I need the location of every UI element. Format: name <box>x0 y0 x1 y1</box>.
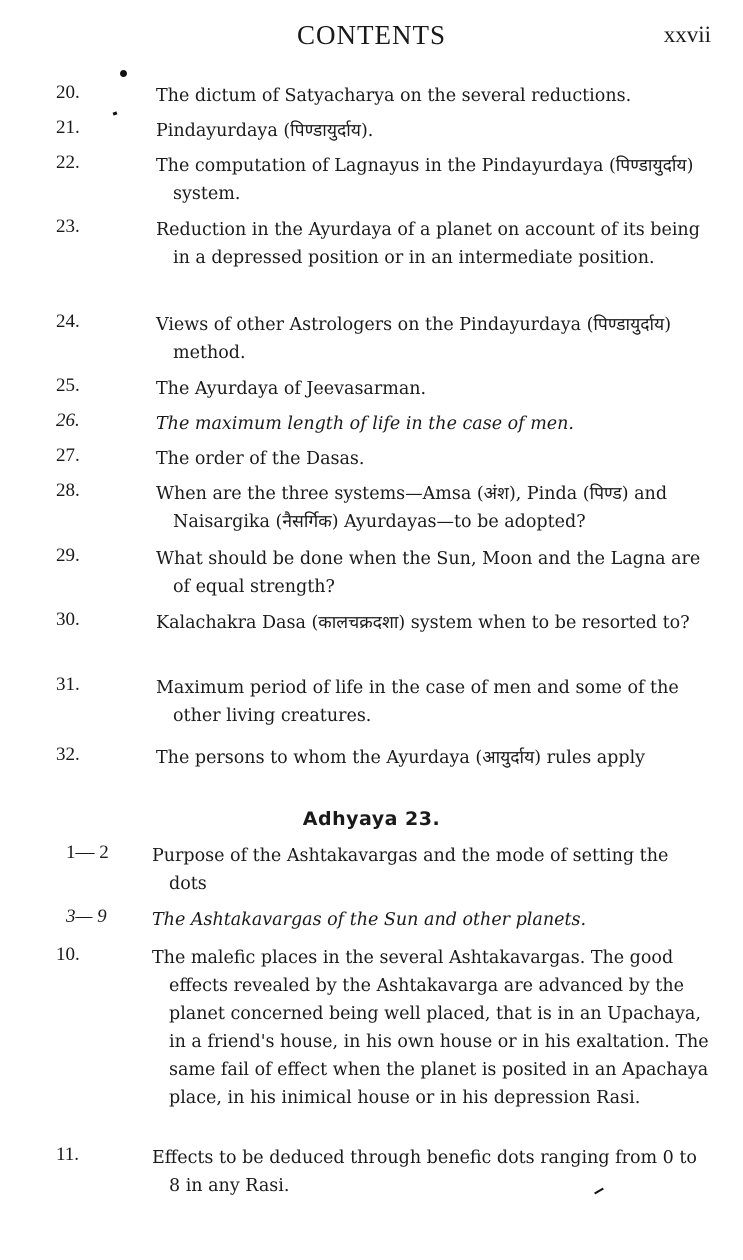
section-heading: Adhyaya 23. <box>302 808 441 830</box>
ink-dot <box>120 70 127 77</box>
entry-number: 11. <box>56 1144 80 1165</box>
entry-number: 27. <box>56 445 80 466</box>
entry-text: Views of other Astrologers on the Pindayurdaya (पिण्डायुर्दाय) method. <box>156 315 672 363</box>
entry-text: Kalachakra Dasa (कालचक्रदशा) system when to be resorted to? <box>156 613 690 633</box>
entry-number: 29. <box>56 545 80 566</box>
entry-text: The Ashtakavargas of the Sun and other planets. <box>152 910 587 930</box>
entry-text: Purpose of the Ashtakavargas and the mode of setting the dots <box>152 846 669 894</box>
entry-number: 24. <box>56 311 80 332</box>
entry-number: 26. <box>56 410 80 431</box>
entry-number: 28. <box>56 480 80 501</box>
entry-number: 23. <box>56 216 80 237</box>
entry-text: The dictum of Satyacharya on the several reductions. <box>156 86 632 106</box>
entry-number: 32. <box>56 744 80 765</box>
entry-text: The Ayurdaya of Jeevasarman. <box>156 379 427 399</box>
entry-text: The maximum length of life in the case of men. <box>156 414 574 434</box>
entry-number: 3— 9 <box>66 906 107 927</box>
entry-text: The malefic places in the several Ashtakavargas. The good effects revealed by the Ashtakavarga are advanced by the planet concerned being well placed, that is in an Upachaya, in a friend's house, in his own house or in his exaltation. The same fail of effect when the planet is posited in an Apachaya place, in his inimical house or in his depression Rasi. <box>152 948 709 1108</box>
entry-text: The computation of Lagnayus in the Pindayurdaya (पिण्डायुर्दाय) system. <box>156 156 694 204</box>
entry-number: 31. <box>56 674 80 695</box>
entry-text: When are the three systems—Amsa (अंश), Pinda (पिण्ड) and Naisargika (नैसर्गिक) Ayurdayas—to be adopted? <box>156 484 668 532</box>
entry-text: Maximum period of life in the case of men and some of the other living creatures. <box>156 678 679 726</box>
entry-number: 10. <box>56 944 80 965</box>
entry-number: 30. <box>56 609 80 630</box>
ink-tick <box>113 111 118 115</box>
page-title: CONTENTS <box>297 20 446 50</box>
entry-text: What should be done when the Sun, Moon and the Lagna are of equal strength? <box>156 549 701 597</box>
entry-number: 22. <box>56 152 80 173</box>
entry-number: 20. <box>56 82 80 103</box>
entry-text: The order of the Dasas. <box>156 449 365 469</box>
entry-number: 25. <box>56 375 80 396</box>
entry-text: The persons to whom the Ayurdaya (आयुर्दाय) rules apply <box>156 748 646 768</box>
entry-number: 1— 2 <box>66 842 109 863</box>
entry-text: Pindayurdaya (पिण्डायुर्दाय). <box>156 121 374 141</box>
entry-text: Effects to be deduced through benefic dots ranging from 0 to 8 in any Rasi. <box>152 1148 697 1196</box>
entry-number: 21. <box>56 117 80 138</box>
page-number: xxvii <box>663 22 711 47</box>
entry-text: Reduction in the Ayurdaya of a planet on account of its being in a depressed position or in an intermediate position. <box>156 220 700 268</box>
